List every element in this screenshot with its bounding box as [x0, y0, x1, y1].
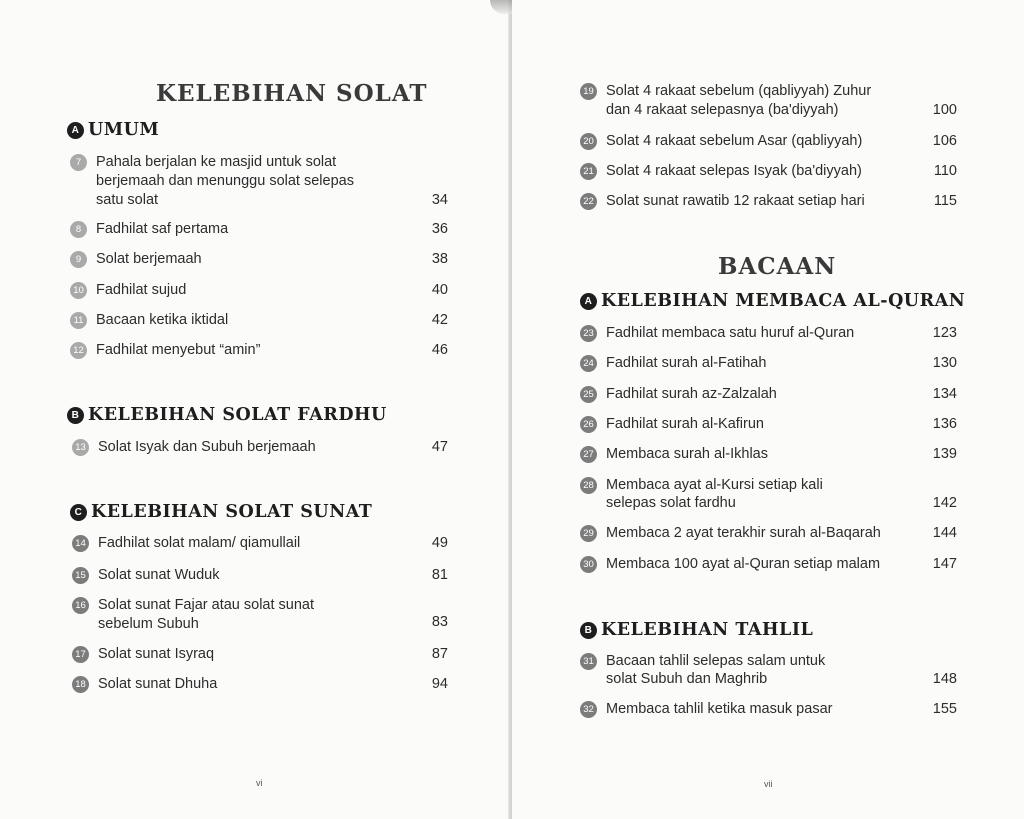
entry-title-line: Membaca surah al-Ikhlas [606, 446, 768, 462]
toc-entry[interactable] [580, 132, 957, 151]
entry-title-line: satu solat [96, 192, 159, 208]
entry-title-line: Solat 4 rakaat sebelum (qabliyyah) Zuhur [606, 83, 872, 99]
entry-page-number: 123 [932, 325, 957, 341]
entry-page-number: 49 [431, 535, 448, 551]
section-badge: B [580, 622, 597, 639]
entry-number: 17 [72, 646, 89, 663]
entry-page-number: 87 [431, 646, 448, 662]
entry-number: 26 [580, 416, 597, 433]
entry-title-line: Bacaan tahlil selepas salam untuk [606, 653, 826, 669]
section-label: UMUM [88, 120, 160, 140]
entry-title-line: sebelum Subuh [98, 616, 199, 632]
entry-number: 24 [580, 355, 597, 372]
toc-entry[interactable] [580, 700, 957, 719]
entry-number: 16 [72, 597, 89, 614]
entry-number: 19 [580, 83, 597, 100]
page-folio-right: vii [764, 779, 773, 789]
toc-entry[interactable] [70, 220, 448, 239]
entry-page-number: 42 [431, 312, 448, 328]
page-title-right: BACAAN [718, 253, 837, 280]
entry-number: 12 [70, 342, 87, 359]
section-heading-umum [67, 120, 159, 140]
entry-title-line: Solat berjemaah [96, 251, 202, 267]
toc-entry[interactable] [580, 524, 957, 543]
entry-title-line: dan 4 rakaat selepasnya (ba'diyyah) [606, 102, 839, 118]
toc-entry[interactable] [70, 311, 448, 330]
toc-entry[interactable] [70, 250, 448, 269]
entry-title-line: Solat sunat Isyraq [98, 646, 215, 662]
entry-page-number: 136 [932, 416, 957, 432]
entry-title-line: Solat sunat rawatib 12 rakaat setiap hari [606, 193, 865, 209]
section-heading-solat-sunat [70, 502, 372, 522]
entry-number: 8 [70, 221, 87, 238]
entry-title-line: Fadhilat solat malam/ qiamullail [98, 535, 301, 551]
entry-page-number: 34 [431, 192, 448, 208]
toc-entry[interactable] [580, 415, 957, 434]
entry-title-line: Fadhilat saf pertama [96, 221, 229, 237]
toc-entry[interactable] [580, 162, 957, 181]
entry-title-line: berjemaah dan menunggu solat selepas [96, 173, 354, 189]
entry-page-number: 110 [933, 163, 957, 179]
entry-title-line: Solat Isyak dan Subuh berjemaah [98, 439, 316, 455]
entry-title-line: Solat 4 rakaat selepas Isyak (ba'diyyah) [606, 163, 862, 179]
entry-title-line: Bacaan ketika iktidal [96, 312, 229, 328]
entry-page-number: 106 [932, 133, 957, 149]
entry-title-line: Solat sunat Dhuha [98, 676, 218, 692]
entry-title-line: selepas solat fardhu [606, 495, 736, 511]
toc-entry[interactable] [580, 192, 957, 211]
toc-entry[interactable] [580, 385, 957, 404]
entry-page-number: 130 [932, 355, 957, 371]
entry-number: 28 [580, 477, 597, 494]
entry-title-line: Fadhilat surah az-Zalzalah [606, 386, 777, 402]
entry-number: 23 [580, 325, 597, 342]
entry-page-number: 142 [932, 495, 957, 511]
entry-page-number: 47 [431, 439, 448, 455]
entry-page-number: 94 [431, 676, 448, 692]
toc-entry[interactable] [70, 153, 448, 210]
toc-entry[interactable] [70, 341, 448, 360]
entry-title-line: Membaca 2 ayat terakhir surah al-Baqarah [606, 525, 881, 541]
entry-number: 11 [70, 312, 87, 329]
entry-page-number: 46 [431, 342, 448, 358]
entry-page-number: 147 [932, 556, 957, 572]
entry-title-line: Solat sunat Wuduk [98, 567, 220, 583]
toc-entry[interactable] [580, 445, 957, 464]
entry-number: 15 [72, 567, 89, 584]
entry-number: 30 [580, 556, 597, 573]
right-page [512, 0, 1024, 819]
toc-entry[interactable] [72, 438, 448, 457]
entry-title-line: Pahala berjalan ke masjid untuk solat [96, 154, 337, 170]
entry-title-line: Fadhilat membaca satu huruf al-Quran [606, 325, 855, 341]
section-badge: A [67, 122, 84, 139]
entry-number: 9 [70, 251, 87, 268]
entry-number: 22 [580, 193, 597, 210]
entry-page-number: 38 [431, 251, 448, 267]
entry-number: 27 [580, 446, 597, 463]
toc-entry[interactable] [70, 281, 448, 300]
entry-number: 31 [580, 653, 597, 670]
entry-title-line: Membaca ayat al-Kursi setiap kali [606, 477, 823, 493]
entry-number: 29 [580, 525, 597, 542]
entry-number: 10 [70, 282, 87, 299]
toc-entry[interactable] [72, 596, 448, 634]
toc-entry[interactable] [72, 534, 448, 553]
entry-number: 21 [580, 163, 597, 180]
toc-entry[interactable] [580, 652, 957, 690]
section-heading-membaca-al-quran [580, 291, 965, 311]
left-page [0, 0, 510, 819]
entry-page-number: 144 [932, 525, 957, 541]
entry-page-number: 36 [431, 221, 448, 237]
entry-title-line: Membaca 100 ayat al-Quran setiap malam [606, 556, 881, 572]
section-label: KELEBIHAN MEMBACA AL-QURAN [601, 291, 966, 311]
section-label: KELEBIHAN SOLAT SUNAT [91, 502, 373, 522]
entry-title-line: Solat 4 rakaat sebelum Asar (qabliyyah) [606, 133, 863, 149]
entry-page-number: 40 [431, 282, 448, 298]
entry-page-number: 148 [932, 671, 957, 687]
entry-title-line: Fadhilat surah al-Kafirun [606, 416, 764, 432]
entry-title-line: Fadhilat menyebut “amin” [96, 342, 261, 358]
entry-page-number: 83 [431, 614, 448, 630]
entry-number: 20 [580, 133, 597, 150]
entry-title-line: Solat sunat Fajar atau solat sunat [98, 597, 315, 613]
entry-number: 25 [580, 386, 597, 403]
entry-number: 7 [70, 154, 87, 171]
toc-entry[interactable] [580, 324, 957, 343]
entry-title-line: solat Subuh dan Maghrib [606, 671, 768, 687]
toc-entry[interactable] [72, 566, 448, 585]
entry-page-number: 81 [431, 567, 448, 583]
entry-page-number: 134 [932, 386, 957, 402]
toc-entry[interactable] [72, 645, 448, 664]
section-badge: B [67, 407, 84, 424]
toc-entry[interactable] [580, 555, 957, 574]
section-badge: C [70, 504, 87, 521]
section-label: KELEBIHAN SOLAT FARDHU [88, 405, 387, 425]
page-folio-left: vi [256, 778, 263, 788]
section-heading-solat-fardhu [67, 405, 387, 425]
toc-entry[interactable] [580, 476, 957, 514]
entry-page-number: 139 [932, 446, 957, 462]
entry-page-number: 100 [932, 102, 957, 118]
toc-entry[interactable] [580, 354, 957, 373]
entry-number: 13 [72, 439, 89, 456]
entry-page-number: 155 [932, 701, 957, 717]
entry-number: 32 [580, 701, 597, 718]
entry-number: 18 [72, 676, 89, 693]
entry-title-line: Fadhilat surah al-Fatihah [606, 355, 767, 371]
page-title-left: KELEBIHAN SOLAT [156, 80, 428, 107]
toc-entry[interactable] [580, 82, 957, 120]
entry-title-line: Fadhilat sujud [96, 282, 187, 298]
entry-page-number: 115 [933, 193, 957, 209]
section-label: KELEBIHAN TAHLIL [601, 620, 814, 640]
entry-title-line: Membaca tahlil ketika masuk pasar [606, 701, 833, 717]
section-heading-tahlil [580, 620, 813, 640]
entry-number: 14 [72, 535, 89, 552]
section-badge: A [580, 293, 597, 310]
toc-entry[interactable] [72, 675, 448, 694]
